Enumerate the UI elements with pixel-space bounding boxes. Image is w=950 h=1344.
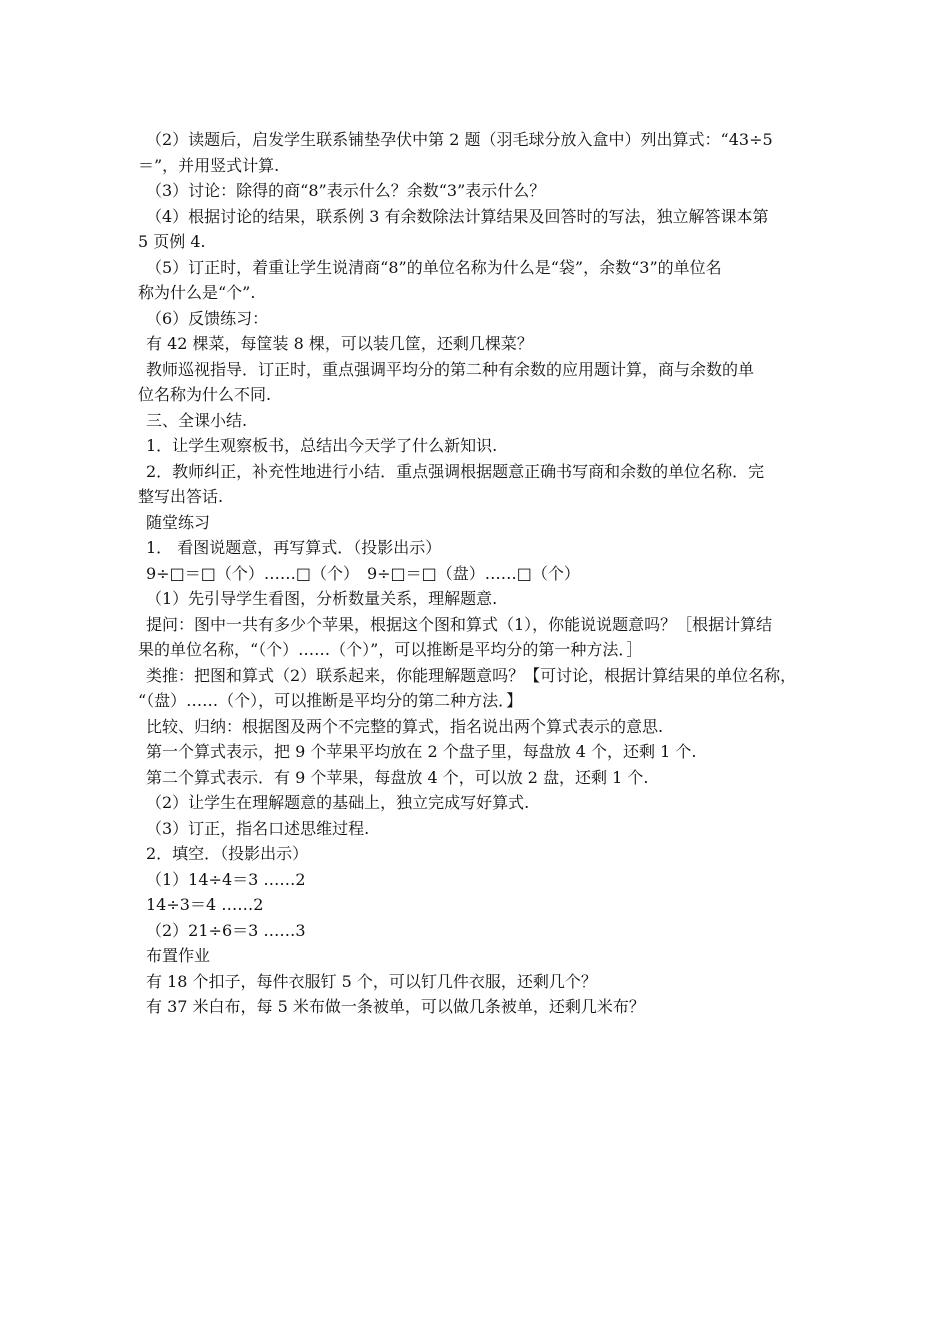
section-heading: 三、全课小结. bbox=[146, 410, 248, 430]
text-line: 提问：图中一共有多少个苹果，根据这个图和算式（1），你能说说题意吗？［根据计算结 bbox=[146, 614, 773, 634]
text-line: （3）讨论：除得的商“8”表示什么？余数“3”表示什么？ bbox=[146, 181, 546, 200]
text-line: （6）反馈练习： bbox=[146, 308, 269, 328]
text-line: 第一个算式表示，把 9 个苹果平均放在 2 个盘子里，每盘放 4 个，还剩 1 个. bbox=[146, 742, 697, 761]
text-line: （4）根据讨论的结果，联系例 3 有余数除法计算结果及回答时的写法，独立解答课本第 bbox=[146, 206, 769, 226]
formula-line: 14÷3＝4 ……2 bbox=[146, 895, 264, 914]
text-line: 果的单位名称，“（个）……（个）”，可以推断是平均分的第一种方法．］ bbox=[138, 640, 643, 659]
text-line: “（盘）……（个），可以推断是平均分的第二种方法．】 bbox=[138, 691, 523, 710]
text-line: 有 42 棵菜，每筐装 8 棵，可以装几筐，还剩几棵菜？ bbox=[146, 334, 533, 353]
text-line: （5）订正时，着重让学生说清商“8”的单位名称为什么是“袋”，余数“3”的单位名 bbox=[146, 257, 722, 277]
formula-line: （2）21÷6＝3 ……3 bbox=[146, 920, 306, 940]
text-line: 第二个算式表示．有 9 个苹果，每盘放 4 个，可以放 2 盘，还剩 1 个. bbox=[146, 767, 649, 787]
document-body bbox=[138, 127, 858, 1020]
text-line: 5 页例 4. bbox=[138, 232, 206, 251]
text-line: 称为什么是“个”. bbox=[138, 283, 256, 302]
text-line: 2．教师纠正，补充性地进行小结．重点强调根据题意正确书写商和余数的单位名称．完 bbox=[146, 461, 765, 481]
text-line: （2）让学生在理解题意的基础上，独立完成写好算式. bbox=[146, 793, 530, 812]
text-line: 教师巡视指导．订正时，重点强调平均分的第二种有余数的应用题计算，商与余数的单 bbox=[146, 359, 755, 379]
text-line: 类推：把图和算式（2）联系起来，你能理解题意吗？【可讨论，根据计算结果的单位名称， bbox=[146, 665, 797, 685]
text-line: 有 18 个扣子，每件衣服钉 5 个，可以钉几件衣服，还剩几个？ bbox=[146, 971, 597, 991]
text-line: （1）先引导学生看图，分析数量关系，理解题意. bbox=[146, 589, 498, 608]
text-line: 2．填空．（投影出示） bbox=[146, 844, 309, 863]
text-line: （2）读题后，启发学生联系铺垫孕伏中第 2 题（羽毛球分放入盒中）列出算式：“43÷5 bbox=[146, 130, 773, 149]
text-line: 位名称为什么不同. bbox=[138, 385, 272, 404]
formula-line: 9÷□＝□（个）……□（个） 9÷□＝□（盘）……□（个） bbox=[146, 563, 580, 583]
text-line: 1． 看图说题意，再写算式．（投影出示） bbox=[146, 538, 442, 557]
section-heading: 布置作业 bbox=[146, 946, 211, 965]
section-heading: 随堂练习 bbox=[146, 512, 211, 532]
text-line: 有 37 米白布，每 5 米布做一条被单，可以做几条被单，还剩几米布？ bbox=[146, 997, 645, 1016]
text-line: 比较、归纳：根据图及两个不完整的算式，指名说出两个算式表示的意思. bbox=[146, 716, 664, 736]
text-line: （3）订正，指名口述思维过程. bbox=[146, 818, 370, 838]
text-line: 整写出答话. bbox=[138, 487, 224, 506]
text-line: 1．让学生观察板书，总结出今天学了什么新知识. bbox=[146, 436, 498, 455]
formula-line: （1）14÷4＝3 ……2 bbox=[146, 869, 306, 889]
text-line: ＝”，并用竖式计算. bbox=[138, 155, 280, 175]
